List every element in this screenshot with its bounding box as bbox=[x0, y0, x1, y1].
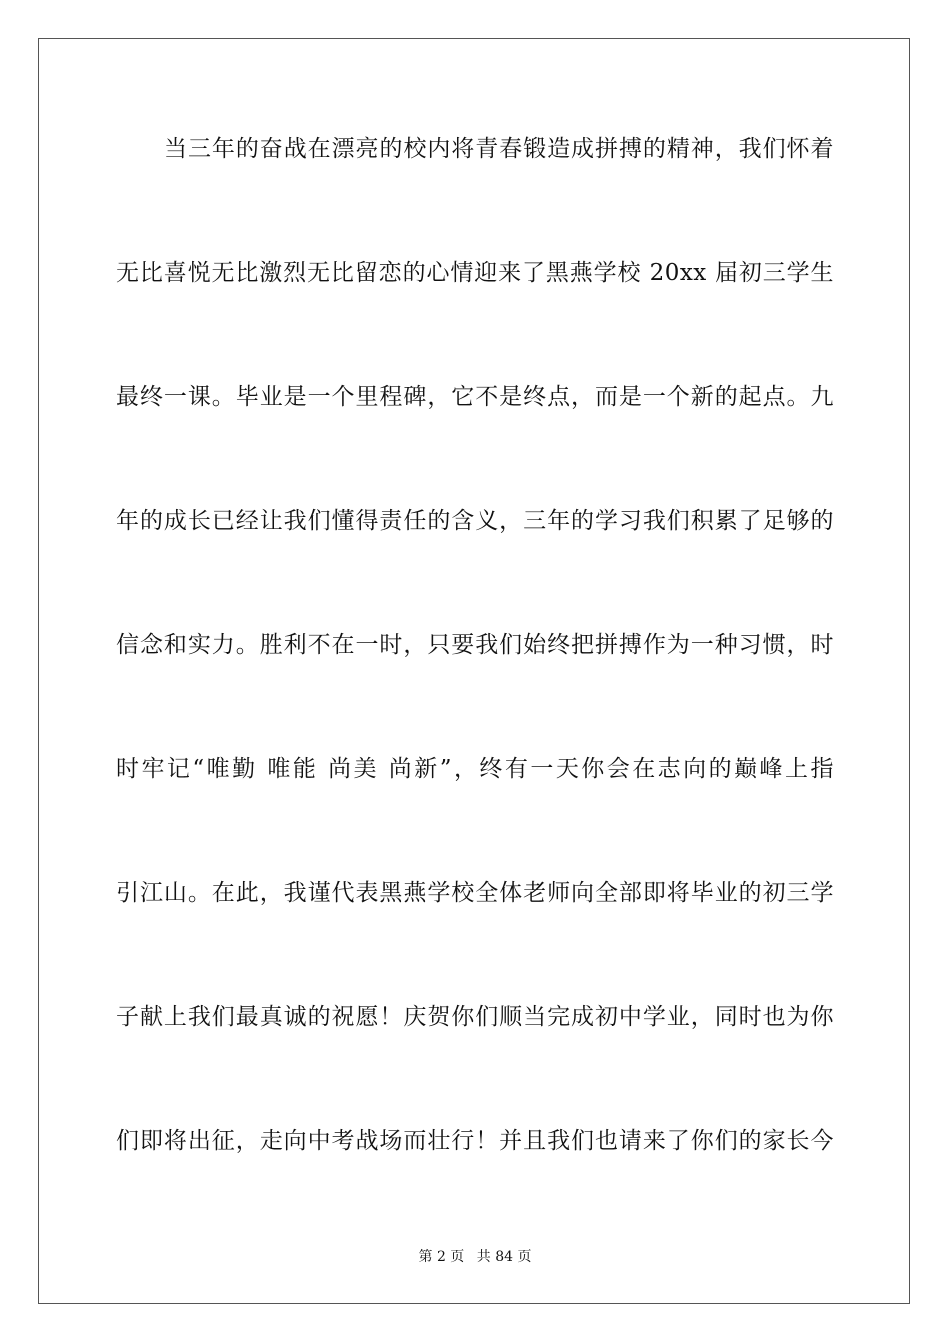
body-line-8: 子献上我们最真诚的祝愿！庆贺你们顺当完成初中学业，同时也为你 bbox=[116, 1004, 834, 1030]
body-line-9: 们即将出征，走向中考战场而壮行！并且我们也请来了你们的家长今 bbox=[116, 1128, 834, 1154]
body-line-7: 引江山。在此，我谨代表黑燕学校全体老师向全部即将毕业的初三学 bbox=[116, 880, 834, 906]
page-total: 共 84 页 bbox=[476, 1249, 532, 1265]
body-line-3: 最终一课。毕业是一个里程碑，它不是终点，而是一个新的起点。九 bbox=[116, 384, 834, 410]
page-number: 第 2 页 bbox=[418, 1249, 465, 1265]
body-line-4: 年的成长已经让我们懂得责任的含义，三年的学习我们积累了足够的 bbox=[116, 508, 834, 534]
body-line-6: 时牢记“唯勤 唯能 尚美 尚新”，终有一天你会在志向的巅峰上指 bbox=[116, 756, 834, 782]
body-line-2: 无比喜悦无比激烈无比留恋的心情迎来了黑燕学校 20xx 届初三学生 bbox=[116, 260, 834, 286]
body-line-1: 当三年的奋战在漂亮的校内将青春锻造成拼搏的精神，我们怀着 bbox=[164, 136, 834, 162]
body-line-5: 信念和实力。胜利不在一时，只要我们始终把拼搏作为一种习惯，时 bbox=[116, 632, 834, 658]
page-footer bbox=[0, 1246, 950, 1266]
document-body bbox=[116, 126, 834, 1242]
